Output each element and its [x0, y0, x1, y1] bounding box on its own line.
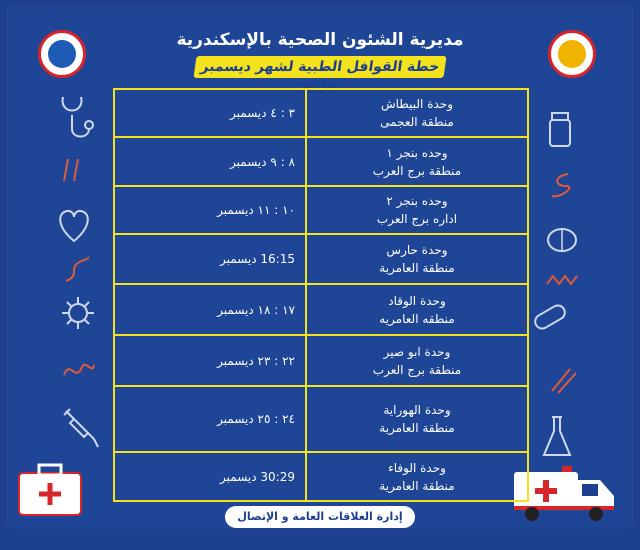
syringe-icon [60, 405, 100, 450]
date-cell: ٨ : ٩ ديسمبر [114, 137, 306, 186]
page-title: مديرية الشئون الصحية بالإسكندرية [176, 30, 464, 50]
schedule-table [113, 88, 529, 502]
squiggle-icon [62, 255, 92, 285]
virus-icon [60, 295, 96, 331]
unit-name: وحده بنجر ٢ [386, 194, 448, 208]
location-cell [306, 89, 528, 137]
date-cell: ٢٤ : ٢٥ ديسمبر [114, 386, 306, 452]
date-cell: 30:29 ديسمبر [114, 452, 306, 501]
area-name: منطقة العامرية [379, 478, 455, 493]
location-cell [306, 452, 528, 501]
location-cell [306, 284, 528, 335]
location-cell [306, 234, 528, 284]
area-name: منطقة برج العرب [372, 163, 462, 178]
wave-icon [62, 355, 96, 385]
location-cell [306, 186, 528, 234]
dash-lines-icon [62, 155, 92, 185]
unit-name: وحدة الوفاء [388, 460, 446, 475]
table-row [114, 234, 528, 284]
area-name: اداره برج العرب [376, 212, 458, 226]
table-row [114, 89, 528, 137]
table-row [114, 335, 528, 386]
zigzag-icon [545, 270, 581, 290]
area-name: منطقة العامرية [379, 421, 455, 435]
table-row [114, 284, 528, 335]
dash-lines-icon [548, 365, 578, 395]
table-row [114, 186, 528, 234]
date-cell: ٣ : ٤ ديسمبر [114, 89, 306, 137]
unit-name: وحدة الوقاد [388, 293, 446, 308]
location-cell [306, 137, 528, 186]
flask-icon [540, 415, 574, 460]
location-cell [306, 386, 528, 452]
squiggle-icon [548, 170, 576, 202]
first-aid-kit-icon [15, 455, 85, 520]
unit-name: وحدة الهوراية [383, 403, 451, 417]
area-name: منطقة العجمى [380, 115, 454, 129]
area-name: منطقة برج العرب [372, 362, 462, 377]
pill-bottle-icon [545, 110, 575, 150]
unit-name: وحدة البيطاش [381, 97, 453, 111]
footer-label: إدارة العلاقات العامة و الإتصال السياسي [225, 506, 415, 528]
date-cell: ١٧ : ١٨ ديسمبر [114, 284, 306, 335]
date-cell: ٢٢ : ٢٣ ديسمبر [114, 335, 306, 386]
ministry-logo-icon [38, 30, 86, 78]
area-name: منطقه العامريه [379, 311, 455, 326]
brain-icon [545, 225, 579, 255]
stethoscope-icon [55, 95, 95, 145]
table-row [114, 386, 528, 452]
capsule-icon [530, 300, 570, 334]
directorate-logo-icon [548, 30, 596, 78]
location-cell [306, 335, 528, 386]
unit-name: وحده بنجر ١ [386, 145, 448, 160]
table-row [114, 452, 528, 501]
unit-name: وحدة ابو صير [383, 344, 451, 359]
heart-icon [55, 205, 93, 245]
date-cell: 16:15 ديسمبر [114, 234, 306, 284]
date-cell: ١٠ : ١١ ديسمبر [114, 186, 306, 234]
area-name: منطقة العامرية [379, 261, 455, 275]
page-subtitle: خطة القوافل الطبية لشهر ديسمبر 2024 [193, 56, 446, 78]
unit-name: وحدة حارس [386, 243, 448, 257]
table-row [114, 137, 528, 186]
